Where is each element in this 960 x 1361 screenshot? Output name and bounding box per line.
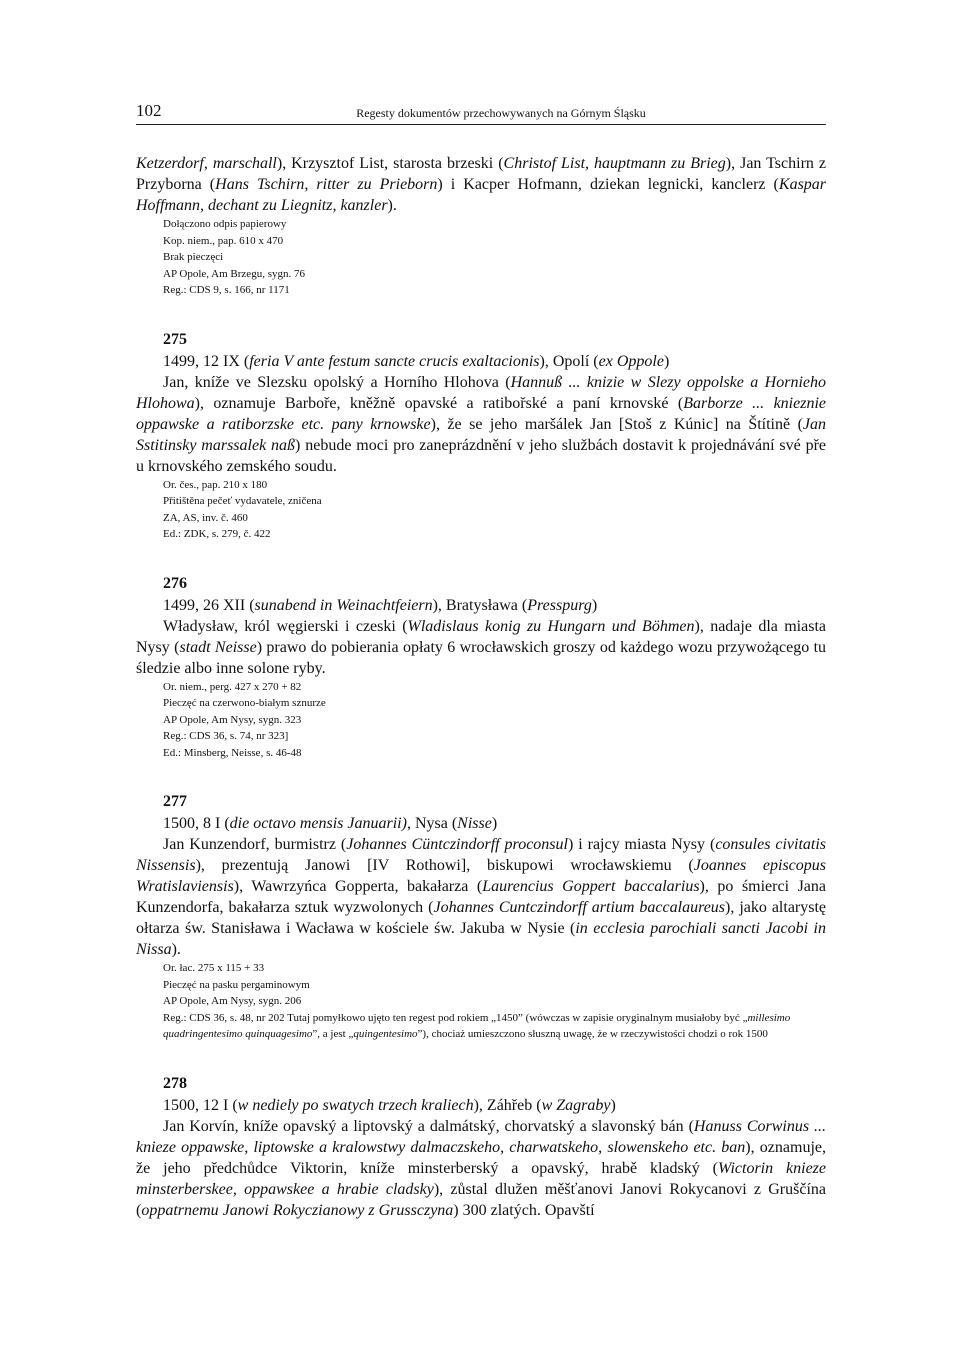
text-run: ) — [610, 1096, 616, 1114]
text-run: 1499, 26 XII ( — [163, 596, 255, 614]
entry-date — [136, 1095, 826, 1116]
text-run: sunabend in Weinachtfeiern — [254, 596, 433, 614]
text-run: ), jako altarystę ołtarza św. Stanisława i Wacława w kościele św. Jakuba w Nysie ( — [136, 899, 827, 937]
document-page — [136, 98, 826, 1221]
text-run: feria V ante festum sancte crucis exaltacionis — [249, 352, 540, 370]
text-run: Or. łac. 275 x 115 + 33 — [163, 962, 265, 974]
regest-entry — [136, 791, 826, 1043]
archival-note: Ed.: Minsberg, Neisse, s. 46-48 — [163, 746, 302, 759]
text-run: ), Krzysztof List, starosta brzeski ( — [276, 155, 504, 172]
text-run: Pieczęć na pasku pergaminowym — [163, 978, 310, 991]
entry-number: 276 — [163, 574, 187, 592]
entry-notes — [136, 477, 826, 543]
entry-date — [136, 351, 826, 372]
text-run: Barborze ... knieznie oppawske a ratiborzske etc. pany krnowske — [136, 394, 827, 433]
text-run: Jan, kníže ve Slezsku opolský a Horního Hlohova ( — [163, 373, 511, 391]
text-run: ), po śmierci Jana Kunzendorfa, bakałarza sztuk wyzwolonych ( — [136, 878, 826, 916]
regest-entry — [136, 329, 826, 543]
text-run: consules civitatis Nissensis — [136, 836, 827, 874]
continuation-notes — [136, 216, 826, 299]
text-run: Reg.: CDS 36, s. 48, nr 202 Tutaj pomyłkowo ujęto ten regest pod rokiem „1450” (wówczas w zapisie oryginalnym musiałoby być „ — [163, 1011, 748, 1024]
text-run: ) i rajcy miasta Nysy ( — [567, 836, 716, 853]
text-run: ), oznamuje, že jeho předchůdce Viktorin, kníže minsterberský a opavský, hrabě kladský ( — [136, 1138, 826, 1177]
text-run: Johannes Cüntczindorff proconsul — [346, 836, 568, 853]
archival-note: Or. niem., perg. 427 x 270 + 82 — [163, 680, 302, 693]
text-run: 1500, 12 I ( — [163, 1096, 238, 1114]
page-number: 102 — [136, 101, 162, 120]
text-run: Joannes episcopus Wratislaviensis — [136, 857, 827, 895]
archival-note: AP Opole, Am Brzegu, sygn. 76 — [163, 267, 305, 280]
text-run: ). — [171, 941, 181, 958]
text-run: ) i Kacper Hofmann, dziekan legnicki, kanclerz ( — [437, 176, 779, 193]
archival-note: Pieczęć na czerwono-białym sznurze — [163, 697, 326, 709]
text-run: ), Jan Tschirn z Przyborna ( — [136, 155, 826, 193]
archival-note: Ed.: ZDK, s. 279, č. 422 — [163, 528, 271, 540]
text-run: Ketzerdorf, marschall — [136, 155, 277, 172]
entry-number: 275 — [163, 330, 187, 348]
page-header — [136, 98, 826, 125]
entries — [136, 329, 826, 1221]
archival-note: Kop. niem., pap. 610 x 470 — [163, 234, 284, 247]
text-run: Laurencius Goppert baccalarius — [482, 878, 700, 895]
text-run: ) — [663, 352, 670, 370]
text-run: Presspurg — [527, 596, 592, 614]
text-run: ), že se jeho maršálek Jan [Stoš z Kúnic] na Štítině ( — [430, 415, 803, 433]
archival-note: Or. čes., pap. 210 x 180 — [163, 478, 268, 491]
text-run: stadt Neisse — [179, 638, 257, 656]
regest-entry — [136, 1073, 826, 1221]
text-run: ex Oppole — [598, 352, 664, 370]
text-run: Johannes Cuntczindorff artium baccalaureus — [433, 899, 726, 916]
text-run: Christof List, hauptmann zu Brieg — [503, 155, 726, 172]
text-run: ), prezentują Janowi [IV Rothowi], biskupowi wrocławskiemu ( — [195, 857, 694, 874]
running-title: Regesty dokumentów przechowywanych na Górnym Śląsku — [356, 106, 646, 120]
text-run: w Zagraby — [541, 1096, 611, 1114]
text-run: ), Bratysława ( — [432, 596, 528, 614]
entry-date — [136, 813, 826, 834]
continuation-text — [136, 153, 826, 216]
archival-note — [163, 1010, 826, 1043]
text-run: quingentesimo — [353, 1028, 418, 1040]
text-run: w nediely po swatych trzech kraliech — [237, 1096, 474, 1114]
text-run: ), nadaje dla miasta Nysy ( — [136, 617, 827, 656]
archival-note: AP Opole, Am Nysy, sygn. 323 — [163, 713, 302, 726]
text-run: ) prawo do pobierania opłaty 6 wrocławskich groszy od każdego wozu przywożącego tu śledzie albo inne solone ryby. — [136, 638, 827, 677]
entry-text — [136, 616, 826, 679]
entry-text — [136, 1116, 826, 1221]
entry-number: 278 — [163, 1074, 187, 1092]
text-run: Hanuss Corwinus ... knieze oppawske, liptowske a kralowstwy dalmaczskeho, charwatskeho, slowenskeho etc. ban — [136, 1117, 827, 1156]
text-run: ) 300 zlatých. Opavští — [453, 1201, 595, 1219]
text-run: ) — [591, 596, 598, 614]
text-run: ”, a jest „ — [312, 1028, 354, 1040]
entry-number: 277 — [163, 793, 187, 810]
text-run: ), zůstal dlužen měšťanovi Janovi Rokycanovi z Gruščína ( — [136, 1180, 827, 1219]
text-run: Wictorin knieze minsterberskee, oppawskee a hrabie cladsky — [136, 1159, 827, 1198]
text-run: Nisse — [457, 815, 492, 832]
text-run: ), Wawrzyńca Gopperta, bakałarza ( — [233, 878, 483, 895]
continuation-block — [136, 153, 826, 299]
archival-note — [163, 960, 826, 977]
archival-note: ZA, AS, inv. č. 460 — [163, 511, 248, 524]
text-run: Jan Kunzendorf, burmistrz ( — [163, 836, 347, 853]
text-run: Jan Sstitinsky marssalek naß — [136, 415, 827, 454]
text-run: Hannuß ... knizie w Slezy oppolske a Hornieho Hlohowa — [136, 373, 826, 412]
entry-date — [136, 595, 826, 616]
archival-note: Reg.: CDS 9, s. 166, nr 1171 — [163, 284, 290, 296]
text-run: Hans Tschirn, ritter zu Prieborn — [215, 176, 438, 193]
text-run: 1500, 8 I ( — [163, 815, 230, 832]
text-run: 1499, 12 IX ( — [163, 352, 250, 370]
entry-text — [136, 372, 826, 477]
text-run: Kaspar Hoffmann, dechant zu Liegnitz, kanzler — [136, 176, 827, 214]
text-run: Jan Korvín, kníže opavský a liptovský a dalmátský, chorvatský a slavonský bán ( — [163, 1117, 694, 1135]
text-run: Władysław, król węgierski i czeski ( — [163, 617, 408, 635]
text-run: die octavo mensis Januarii) — [229, 815, 407, 832]
text-run: , Nysa ( — [406, 815, 458, 832]
archival-note: Reg.: CDS 36, s. 74, nr 323] — [163, 730, 289, 742]
text-run: oppatrnemu Janowi Rokyczianowy z Grussczyna — [141, 1201, 454, 1219]
archival-note — [163, 977, 826, 994]
archival-note: Přitištěna pečeť vydavatele, zničena — [163, 495, 322, 507]
text-run: ”), chociaż umieszczono słuszną uwagę, że w rzeczywistości chodzi o rok 1500 — [417, 1028, 768, 1040]
entry-notes — [136, 960, 826, 1043]
archival-note: Dołączono odpis papierowy — [163, 218, 287, 230]
text-run: in ecclesia parochiali sancti Jacobi in Nissa — [136, 920, 826, 958]
text-run: ) nebude moci pro zaneprázdnění v jeho službách dostavit k projednávání své pře u krnovského zemského soudu. — [136, 436, 826, 475]
text-run: ), oznamuje Barboře, kněžně opavské a ratibořské a paní krnovské ( — [194, 394, 684, 412]
archival-note: Brak pieczęci — [163, 251, 224, 263]
archival-note — [163, 993, 826, 1010]
text-run: AP Opole, Am Nysy, sygn. 206 — [163, 995, 302, 1007]
regest-entry — [136, 573, 826, 762]
text-run: millesimo quadringentesimo quinquagesimo — [163, 1011, 791, 1040]
entry-notes — [136, 679, 826, 762]
text-run: Wladislaus konig zu Hungarn und Böhmen — [407, 617, 695, 635]
text-run: ), Záhřeb ( — [473, 1096, 542, 1114]
text-run: ) — [491, 815, 498, 832]
entry-text — [136, 834, 826, 960]
text-run: ), Opolí ( — [539, 352, 599, 370]
text-run: ). — [387, 197, 397, 214]
